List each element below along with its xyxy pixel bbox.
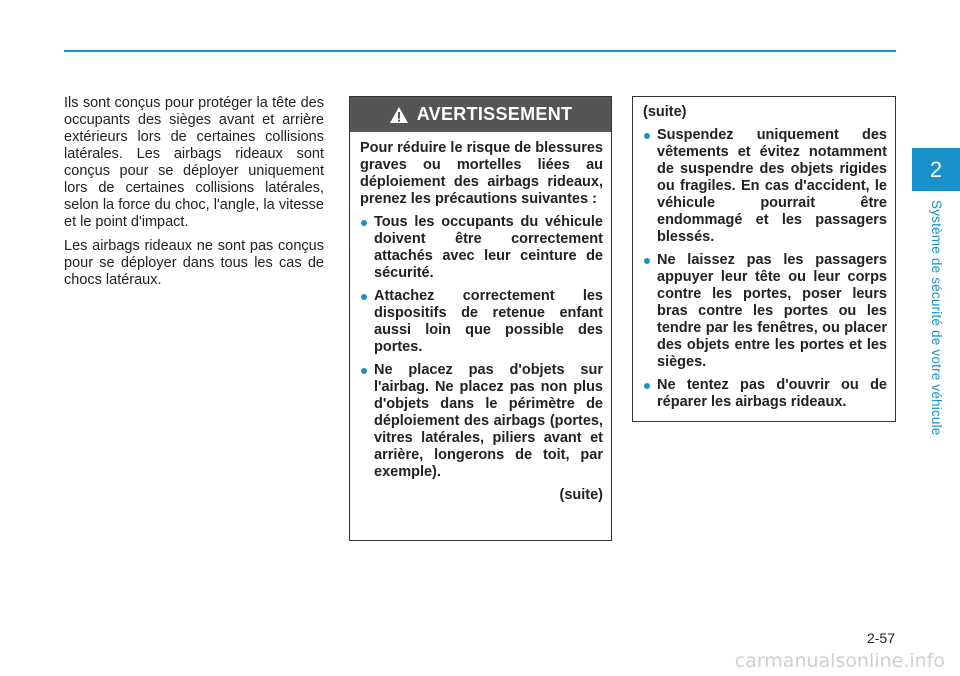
- list-item: Ne tentez pas d'ouvrir ou de réparer les airbags rideaux.: [643, 377, 887, 411]
- watermark: carmanualsonline.info: [734, 650, 945, 672]
- warning-intro: Pour réduire le risque de blessures graves ou mortelles liées au déploiement des airbags rideaux, prenez les précautions suivantes :: [360, 140, 603, 207]
- continued-label: (suite): [559, 487, 603, 503]
- paragraph: Les airbags rideaux ne sont pas conçus pour se déployer dans tous les cas de chocs latéraux.: [64, 238, 324, 288]
- warning-box: [349, 96, 612, 541]
- continued-body: [633, 97, 895, 411]
- list-item: Tous les occupants du véhicule doivent être correctement attachés avec leur ceinture de sécurité.: [360, 214, 603, 282]
- list-item: Attachez correctement les dispositifs de retenue enfant aussi loin que possible des portes.: [360, 288, 603, 356]
- continued-list: [643, 127, 887, 411]
- list-item: Ne placez pas d'objets sur l'airbag. Ne placez pas non plus d'objets dans le périmètre de déploiement des airbags (portes, vitres latérales, piliers avant et arrière, longerons de toit, par exemple).: [360, 362, 603, 481]
- chapter-tab: 2: [912, 148, 960, 191]
- warning-list: [360, 214, 603, 481]
- chapter-title: Système de sécurité de votre véhicule: [929, 200, 944, 436]
- continued-box: [632, 96, 896, 422]
- page-number: 2-57: [866, 630, 895, 646]
- continued-header: (suite): [643, 104, 687, 120]
- top-rule: [64, 50, 896, 52]
- warning-header: [350, 97, 611, 132]
- warning-triangle-icon: [389, 106, 409, 124]
- list-item: Suspendez uniquement des vêtements et évitez notamment de suspendre des objets rigides ou fragiles. En cas d'accident, le véhicule pourrait être endommagé et les passagers blessés.: [643, 127, 887, 246]
- warning-body: [350, 132, 611, 504]
- list-item: Ne laissez pas les passagers appuyer leur tête ou leur corps contre les portes, poser leurs bras contre les portes ou les tendre par les fenêtres, ou placer des objets entre les portes et les sièges.: [643, 252, 887, 371]
- warning-title: AVERTISSEMENT: [416, 104, 573, 124]
- paragraph: Ils sont conçus pour protéger la tête des occupants des sièges avant et arrière extérieurs lors de certaines collisions latérales. Les airbags rideaux sont conçus pour se déployer uniquement lors de certaines collisions latérales, selon la force du choc, l'angle, la vitesse et le point d'impact.: [64, 95, 324, 230]
- left-column: [64, 95, 324, 296]
